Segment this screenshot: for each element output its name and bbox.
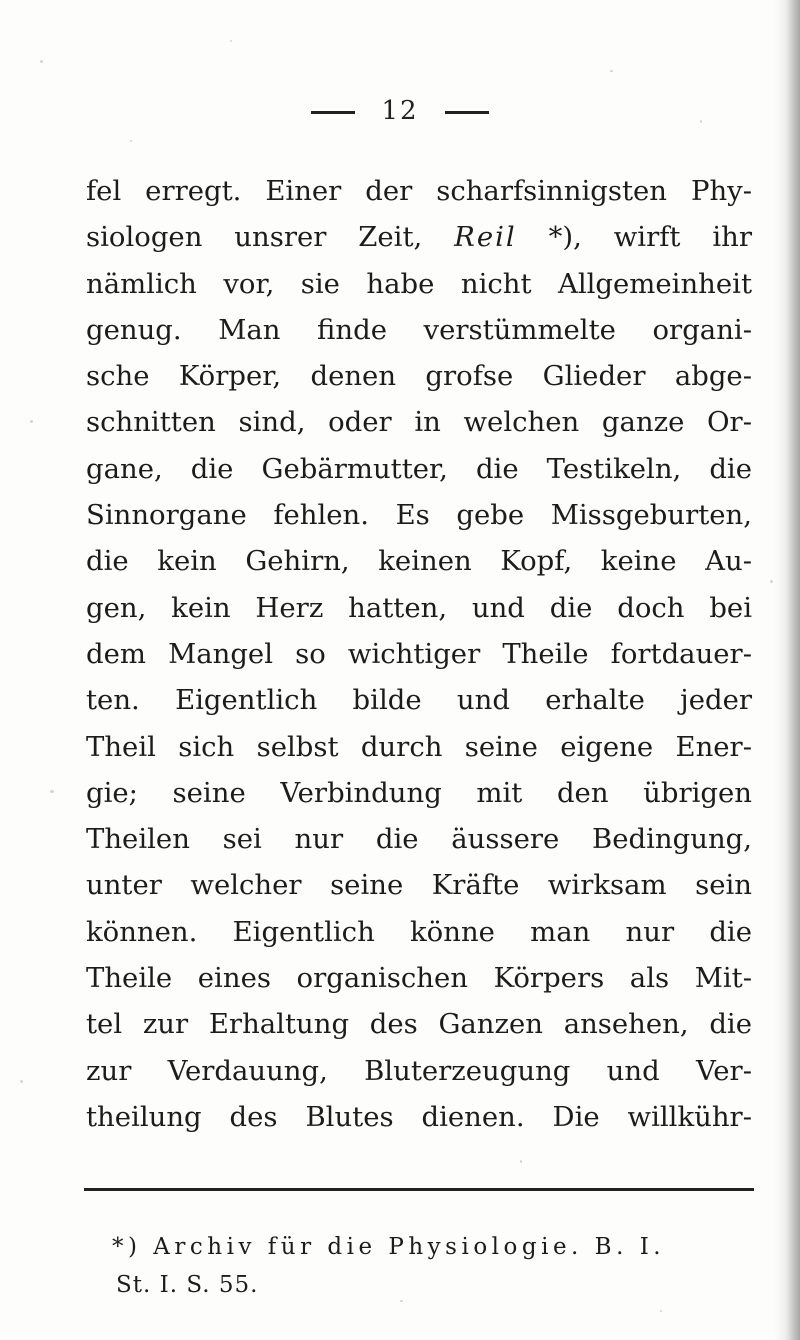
text-line: ten. Eigentlich bilde und erhalte jeder	[86, 684, 752, 717]
text-line: können. Eigentlich könne man nur die	[86, 915, 752, 948]
text-line: genug. Man finde verstümmelte organi-	[86, 313, 752, 346]
text-line: nämlich vor, sie habe nicht Allgemeinheit	[86, 267, 752, 300]
text-line: Theilen sei nur die äussere Bedingung,	[86, 823, 752, 856]
text-line	[86, 214, 752, 260]
body-text	[86, 168, 752, 1140]
text-line: theilung des Blutes dienen. Die willkühr-	[86, 1100, 752, 1133]
text-line: Theil sich selbst durch seine eigene Ener-	[86, 730, 752, 763]
footnote-line: St. I. S. 55.	[116, 1272, 259, 1298]
page-header	[0, 96, 800, 126]
author-name: Reil	[454, 221, 517, 254]
text-line: Sinnorgane fehlen. Es gebe Missgeburten,	[86, 499, 752, 532]
header-dash-left	[311, 111, 355, 114]
text-segment: siologen unsrer Zeit,	[86, 221, 455, 254]
text-line: gie; seine Verbindung mit den übrigen	[86, 776, 752, 809]
footnote-line: *) Archiv für die Physiologie. B. I.	[112, 1234, 666, 1260]
text-line: gane, die Gebärmutter, die Testikeln, die	[86, 452, 752, 485]
text-line: gen, kein Herz hatten, und die doch bei	[86, 591, 752, 624]
text-line: tel zur Erhaltung des Ganzen ansehen, die	[86, 1008, 752, 1041]
text-line: fel erregt. Einer der scharfsinnigsten Phy-	[86, 175, 752, 207]
text-line: schnitten sind, oder in welchen ganze Or-	[86, 406, 752, 439]
text-line: die kein Gehirn, keinen Kopf, keine Au-	[86, 545, 752, 578]
text-segment: *), wirft ihr	[516, 221, 752, 254]
page-number: 12	[381, 96, 419, 126]
header-dash-right	[445, 111, 489, 114]
footnote-divider	[84, 1188, 754, 1191]
text-line: unter welcher seine Kräfte wirksam sein	[86, 869, 752, 902]
footnote	[112, 1228, 756, 1304]
text-line: zur Verdauung, Bluterzeugung und Ver-	[86, 1054, 752, 1087]
text-line: Theile eines organischen Körpers als Mit-	[86, 962, 752, 995]
text-line: dem Mangel so wichtiger Theile fortdauer-	[86, 637, 752, 670]
text-line: sche Körper, denen grofse Glieder abge-	[86, 360, 752, 393]
page-edge-shadow	[774, 0, 800, 1340]
